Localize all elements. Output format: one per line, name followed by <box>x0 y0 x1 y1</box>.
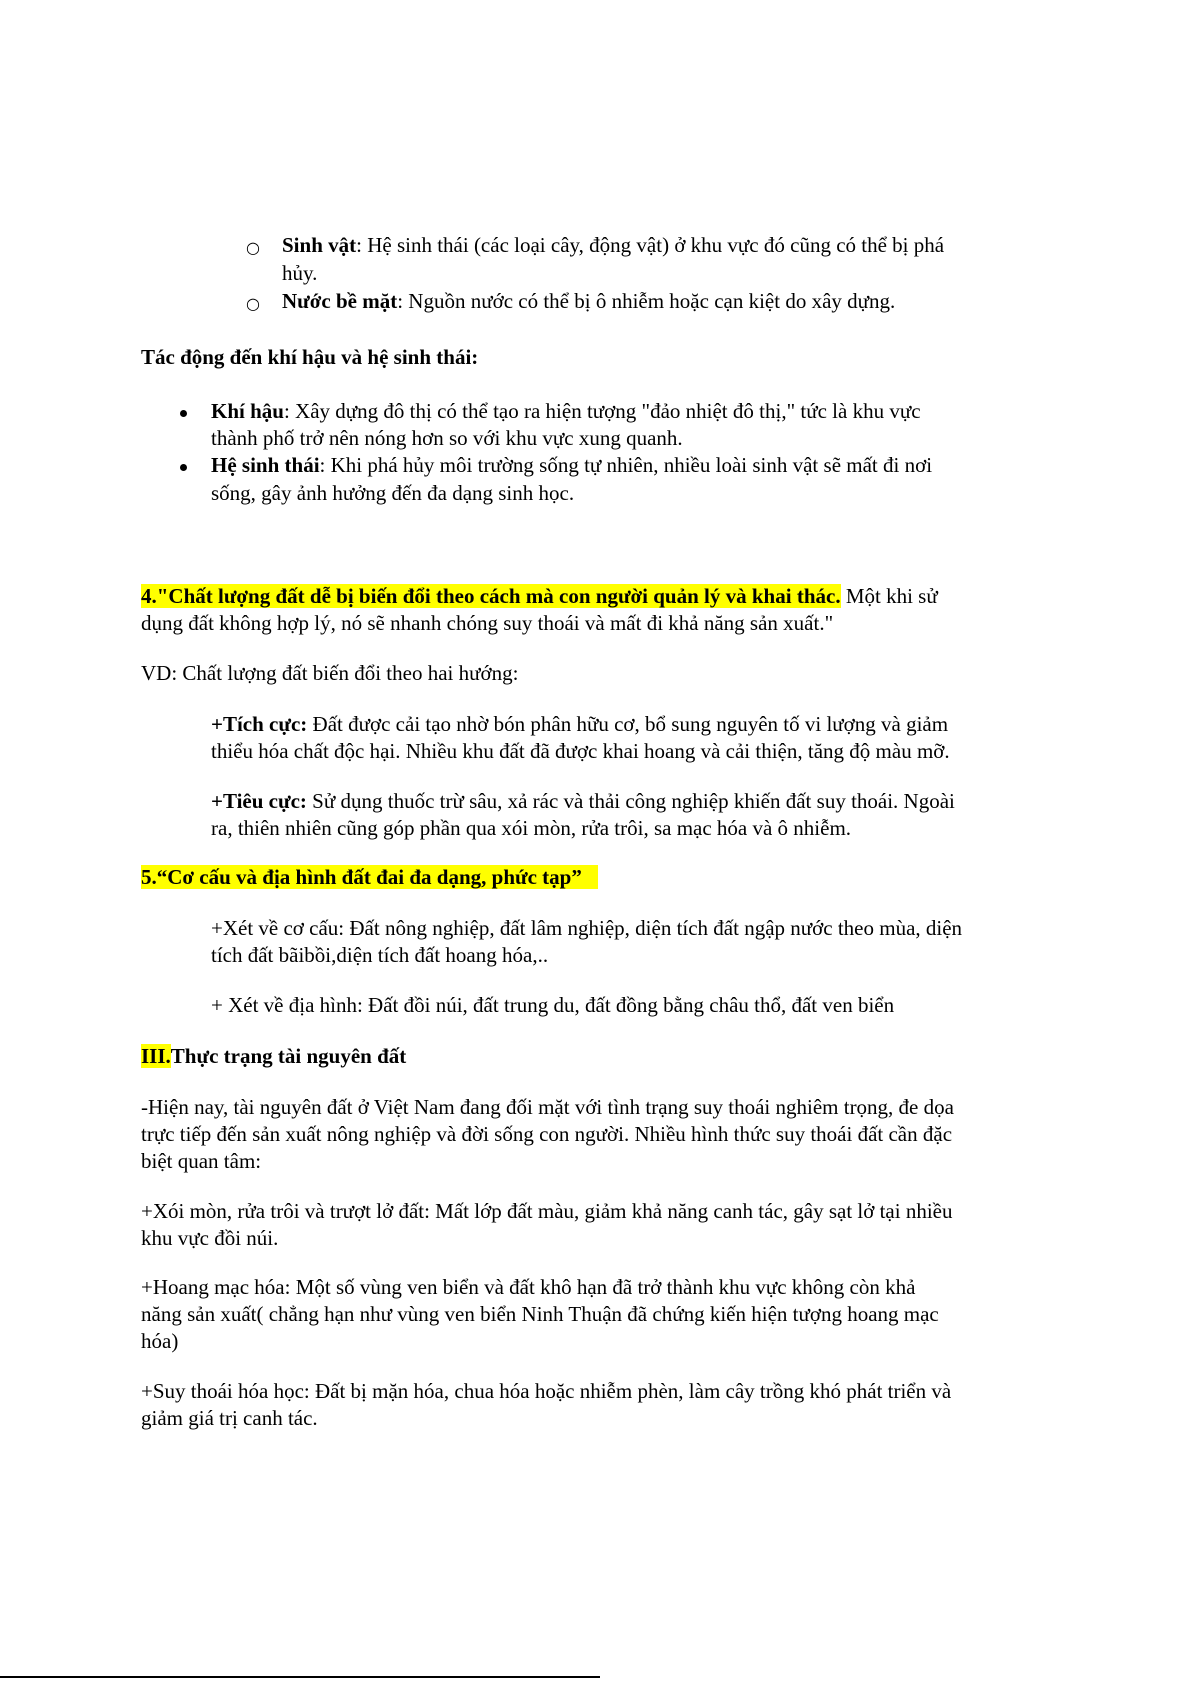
section-5-heading <box>141 864 598 891</box>
bullet-continuation: thành phố trở nên nóng hơn so với khu vực xung quanh. <box>211 426 683 450</box>
sub-bullet-sinh-vat <box>282 232 944 259</box>
sub-bullet-nuoc-be-mat <box>282 288 895 315</box>
bullet-he-sinh-thai <box>211 452 932 479</box>
terrain-line: + Xét về địa hình: Đất đồi núi, đất trung du, đất đồng bằng châu thổ, đất ven biển <box>211 993 895 1017</box>
structure-continuation: tích đất bãibồi,diện tích đất hoang hóa,.. <box>211 943 549 967</box>
negative-label: +Tiêu cực: <box>211 789 307 813</box>
bullet-label: Khí hậu <box>211 399 284 423</box>
bullet-khi-hau <box>211 398 921 425</box>
erosion-line-1: +Xói mòn, rửa trôi và trượt lở đất: Mất lớp đất màu, giảm khả năng canh tác, gây sạt lở tại nhiều <box>141 1199 953 1223</box>
highlighted-text: 4."Chất lượng đất dễ bị biến đổi theo cách mà con người quản lý và khai thác. <box>141 584 841 608</box>
highlighted-text: 5.“Cơ cấu và địa hình đất đai đa dạng, phức tạp” <box>141 865 598 889</box>
chem-line-1: +Suy thoái hóa học: Đất bị mặn hóa, chua hóa hoặc nhiễm phèn, làm cây trồng khó phát triển và <box>141 1379 952 1403</box>
sub-bullet-label: Sinh vật <box>282 233 357 257</box>
desert-line-2: năng sản xuất( chẳng hạn như vùng ven biển Ninh Thuận đã chứng kiến hiện tượng hoang mạc <box>141 1302 939 1326</box>
circle-bullet-icon: ○ <box>246 294 260 313</box>
example-line: VD: Chất lượng đất biến đổi theo hai hướng: <box>141 661 519 685</box>
positive-paragraph <box>211 711 948 738</box>
bullet-icon <box>180 410 187 417</box>
erosion-line-2: khu vực đồi núi. <box>141 1226 279 1250</box>
circle-bullet-icon: ○ <box>246 238 260 257</box>
sub-bullet-continuation: hủy. <box>282 261 318 285</box>
desert-line-1: +Hoang mạc hóa: Một số vùng ven biển và đất khô hạn đã trở thành khu vực không còn khả <box>141 1275 916 1299</box>
sub-bullet-text: : Hệ sinh thái (các loại cây, động vật) ở khu vực đó cũng có thể bị phá <box>356 233 945 257</box>
bullet-continuation: sống, gây ảnh hưởng đến đa dạng sinh học. <box>211 481 575 505</box>
positive-text: Đất được cải tạo nhờ bón phân hữu cơ, bổ sung nguyên tố vi lượng và giảm <box>307 712 949 736</box>
section-3-title: Thực trạng tài nguyên đất <box>170 1044 407 1068</box>
positive-continuation: thiểu hóa chất độc hại. Nhiều khu đất đã được khai hoang và cải thiện, tăng độ màu mỡ. <box>211 739 950 763</box>
intro-line-3: biệt quan tâm: <box>141 1149 262 1173</box>
structure-line: +Xét về cơ cấu: Đất nông nghiệp, đất lâm nghiệp, diện tích đất ngập nước theo mùa, diện <box>211 916 963 940</box>
section-3-heading <box>141 1043 406 1070</box>
sub-bullet-label: Nước bề mặt <box>282 289 398 313</box>
negative-paragraph <box>211 788 955 815</box>
section-4-rest: Một khi sử <box>840 584 938 608</box>
climate-heading: Tác động đến khí hậu và hệ sinh thái: <box>141 345 479 369</box>
bullet-text: : Xây dựng đô thị có thể tạo ra hiện tượng "đảo nhiệt đô thị," tức là khu vực <box>283 399 921 423</box>
sub-bullet-text: : Nguồn nước có thể bị ô nhiễm hoặc cạn kiệt do xây dựng. <box>397 289 896 313</box>
section-3-numeral: III. <box>141 1044 171 1068</box>
intro-line-2: trực tiếp đến sản xuất nông nghiệp và đời sống con người. Nhiều hình thức suy thoái đất cần đặc <box>141 1122 953 1146</box>
desert-line-3: hóa) <box>141 1329 179 1353</box>
chem-line-2: giảm giá trị canh tác. <box>141 1406 318 1430</box>
bullet-label: Hệ sinh thái <box>211 453 320 477</box>
negative-continuation: ra, thiên nhiên cũng góp phần qua xói mòn, rửa trôi, sa mạc hóa và ô nhiễm. <box>211 816 852 840</box>
bullet-icon <box>180 464 187 471</box>
bullet-text: : Khi phá hủy môi trường sống tự nhiên, nhiều loài sinh vật sẽ mất đi nơi <box>319 453 933 477</box>
footer-divider <box>0 1676 600 1678</box>
intro-line-1: -Hiện nay, tài nguyên đất ở Việt Nam đang đối mặt với tình trạng suy thoái nghiêm trọng, đe dọa <box>141 1095 954 1119</box>
negative-text: Sử dụng thuốc trừ sâu, xả rác và thải công nghiệp khiến đất suy thoái. Ngoài <box>306 789 955 813</box>
section-4-heading <box>141 583 938 610</box>
section-4-line2: dụng đất không hợp lý, nó sẽ nhanh chóng suy thoái và mất đi khả năng sản xuất." <box>141 611 834 635</box>
positive-label: +Tích cực: <box>211 712 308 736</box>
